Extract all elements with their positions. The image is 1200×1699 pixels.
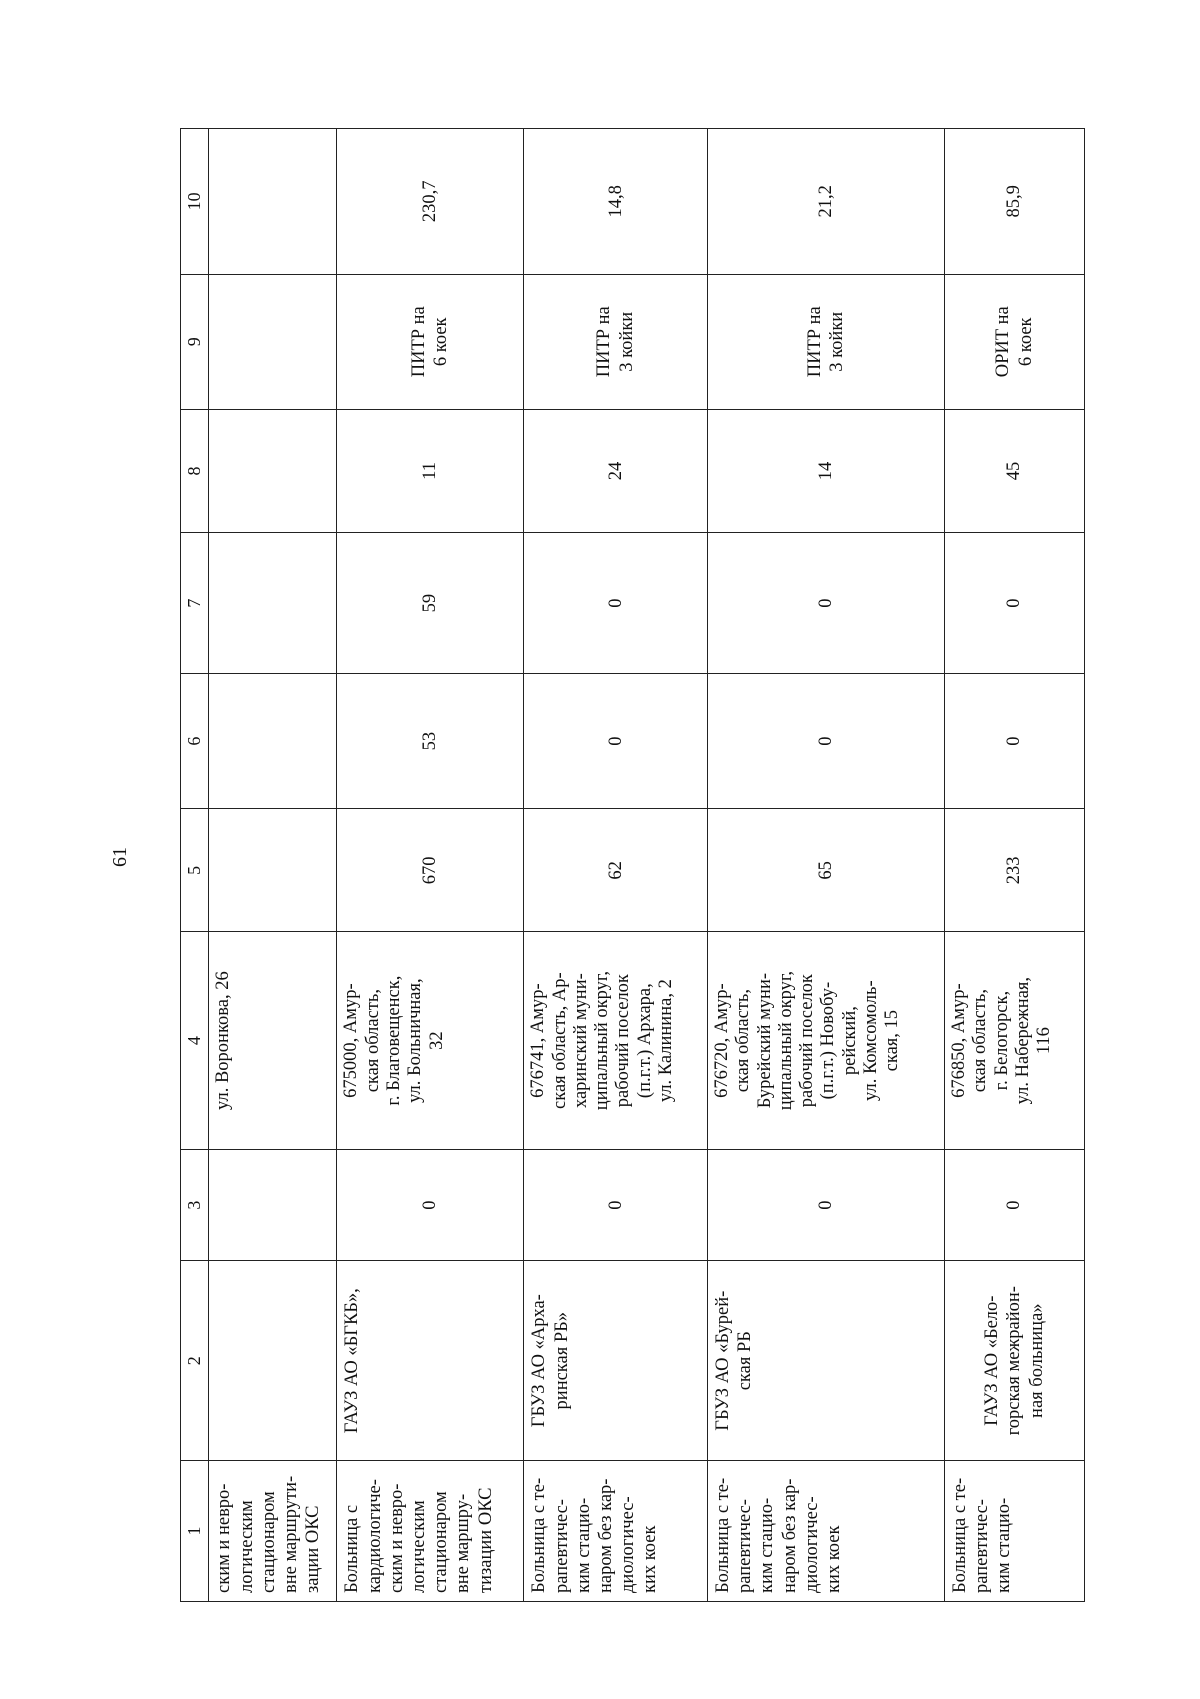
cell-line: зации ОКС bbox=[303, 1505, 324, 1593]
cell-line: наром без кар- bbox=[595, 1478, 616, 1593]
cell-line: ГАУЗ АО «Бело- bbox=[982, 1295, 1003, 1426]
value-cell bbox=[209, 1149, 337, 1261]
value-cell: 0 bbox=[337, 1149, 524, 1261]
hospital-name-cell bbox=[524, 1261, 708, 1461]
cell-line: харинский муни- bbox=[570, 973, 591, 1109]
table-row bbox=[945, 129, 1085, 1602]
cell-line: рапевтичес- bbox=[735, 1499, 756, 1593]
value-cell bbox=[209, 533, 337, 674]
hospital-type-cell bbox=[945, 1461, 1085, 1602]
cell-line: стационаром bbox=[431, 1491, 452, 1593]
cell-line: ПИТР на bbox=[594, 306, 615, 378]
cell-line: 676850, Амур- bbox=[949, 983, 970, 1098]
cell-line: ская, 15 bbox=[882, 1009, 903, 1072]
value-cell: 53 bbox=[337, 674, 524, 809]
cell-line: горская межрайон- bbox=[1004, 1286, 1025, 1436]
cell-line: ГБУЗ АО «Бурей- bbox=[713, 1290, 734, 1431]
value-cell: 24 bbox=[524, 409, 708, 532]
value-cell: 14 bbox=[708, 409, 945, 532]
value-cell: 230,7 bbox=[337, 129, 524, 275]
value-cell bbox=[209, 129, 337, 275]
cell-line: Больница с те- bbox=[950, 1477, 971, 1593]
cell-line: Больница с bbox=[342, 1504, 363, 1593]
cell-line: 3 койки bbox=[827, 311, 848, 372]
address-cell bbox=[708, 932, 945, 1149]
icu-cell bbox=[524, 274, 708, 409]
cell-line: тизации ОКС bbox=[475, 1487, 496, 1593]
value-cell: 11 bbox=[337, 409, 524, 532]
hospital-name-cell bbox=[337, 1261, 524, 1461]
cell-line: ГАУЗ АО «БГКБ», bbox=[342, 1288, 363, 1434]
cell-line: логическим bbox=[236, 1500, 257, 1593]
cell-line: Больница с те- bbox=[713, 1477, 734, 1593]
value-cell: 14,8 bbox=[524, 129, 708, 275]
cell-line: г. Белогорск, bbox=[991, 990, 1012, 1091]
icu-cell bbox=[945, 274, 1085, 409]
cell-line: ципальный округ, bbox=[592, 971, 613, 1111]
value-cell bbox=[209, 409, 337, 532]
page-number: 61 bbox=[109, 847, 131, 867]
cell-line: кардиологиче- bbox=[364, 1479, 385, 1593]
cell-line: рабочий поселок bbox=[613, 974, 634, 1108]
column-number: 4 bbox=[181, 932, 209, 1149]
hospital-table bbox=[180, 128, 1085, 1602]
icu-cell bbox=[337, 274, 524, 409]
address-cell bbox=[945, 932, 1085, 1149]
address-cell bbox=[524, 932, 708, 1149]
cell-line: ких коек bbox=[640, 1525, 661, 1593]
cell-line: 6 коек bbox=[431, 317, 452, 367]
cell-line: ких коек bbox=[823, 1525, 844, 1593]
cell-line: ская область, Ар- bbox=[549, 972, 570, 1109]
cell-line: ул. Больничная, bbox=[405, 978, 426, 1103]
hospital-type-cell bbox=[209, 1461, 337, 1602]
table-row bbox=[209, 129, 337, 1602]
cell-line: (п.г.т.) Новобу- bbox=[818, 981, 839, 1100]
icu-cell bbox=[708, 274, 945, 409]
value-cell: 65 bbox=[708, 809, 945, 932]
cell-line: ул. Калинина, 2 bbox=[655, 979, 676, 1103]
cell-line: ская РБ bbox=[735, 1331, 756, 1391]
column-number: 2 bbox=[181, 1261, 209, 1461]
cell-line: 676741, Амур- bbox=[528, 983, 549, 1098]
cell-line: рабочий поселок bbox=[797, 974, 818, 1108]
cell-line: ПИТР на bbox=[409, 306, 430, 378]
value-cell: 85,9 bbox=[945, 129, 1085, 275]
value-cell: 0 bbox=[945, 1149, 1085, 1261]
value-cell: 0 bbox=[708, 1149, 945, 1261]
cell-line: вне маршру- bbox=[453, 1493, 474, 1593]
value-cell: 59 bbox=[337, 533, 524, 674]
value-cell: 45 bbox=[945, 409, 1085, 532]
value-cell: 670 bbox=[337, 809, 524, 932]
value-cell: 233 bbox=[945, 809, 1085, 932]
cell-line: ПИТР на bbox=[804, 306, 825, 378]
address-cell bbox=[337, 932, 524, 1149]
table-row bbox=[337, 129, 524, 1602]
cell-line: ОРИТ на bbox=[993, 306, 1014, 378]
column-number: 3 bbox=[181, 1149, 209, 1261]
cell-line: ким стацио- bbox=[994, 1497, 1015, 1593]
cell-line: диологичес- bbox=[618, 1496, 639, 1593]
cell-line: ским и невро- bbox=[214, 1483, 235, 1593]
column-number: 10 bbox=[181, 129, 209, 275]
cell-line: ким стацио- bbox=[757, 1497, 778, 1593]
header-row bbox=[181, 129, 209, 1602]
cell-line: рапевтичес- bbox=[551, 1499, 572, 1593]
cell-line: 32 bbox=[426, 1031, 447, 1050]
hospital-type-cell bbox=[524, 1461, 708, 1602]
cell-line: логическим bbox=[409, 1500, 430, 1593]
cell-line: рапевтичес- bbox=[972, 1499, 993, 1593]
cell-line: 116 bbox=[1034, 1027, 1055, 1055]
cell-line: 3 койки bbox=[616, 311, 637, 372]
value-cell: 0 bbox=[524, 533, 708, 674]
icu-cell bbox=[209, 274, 337, 409]
cell-line: Больница с те- bbox=[529, 1477, 550, 1593]
value-cell: 0 bbox=[524, 1149, 708, 1261]
value-cell bbox=[209, 674, 337, 809]
address-cell bbox=[209, 932, 337, 1149]
cell-line: ул. Воронкова, 26 bbox=[213, 971, 234, 1110]
cell-line: ул. Комсомоль- bbox=[860, 980, 881, 1101]
cell-line: ская область, bbox=[970, 989, 991, 1093]
cell-line: стационаром bbox=[258, 1491, 279, 1593]
cell-line: ким стацио- bbox=[573, 1497, 594, 1593]
cell-line: ципальный округ, bbox=[775, 971, 796, 1111]
cell-line: наром без кар- bbox=[779, 1478, 800, 1593]
value-cell: 0 bbox=[945, 533, 1085, 674]
cell-line: рейский, bbox=[839, 1006, 860, 1076]
value-cell: 0 bbox=[945, 674, 1085, 809]
cell-line: (п.г.т.) Архара, bbox=[634, 983, 655, 1099]
cell-line: ринская РБ» bbox=[551, 1311, 572, 1410]
column-number: 9 bbox=[181, 274, 209, 409]
hospital-name-cell bbox=[209, 1261, 337, 1461]
cell-line: ская область, bbox=[733, 989, 754, 1093]
cell-line: 6 коек bbox=[1015, 317, 1036, 367]
table-row bbox=[708, 129, 945, 1602]
value-cell: 0 bbox=[524, 674, 708, 809]
cell-line: ул. Набережная, bbox=[1012, 976, 1033, 1105]
cell-line: Бурейский муни- bbox=[754, 972, 775, 1109]
value-cell: 62 bbox=[524, 809, 708, 932]
value-cell: 0 bbox=[708, 674, 945, 809]
column-number: 7 bbox=[181, 533, 209, 674]
column-number: 8 bbox=[181, 409, 209, 532]
cell-line: диологичес- bbox=[801, 1496, 822, 1593]
hospital-type-cell bbox=[708, 1461, 945, 1602]
rotated-table-container bbox=[180, 128, 1085, 1602]
cell-line: ная больница» bbox=[1026, 1303, 1047, 1418]
cell-line: ГБУЗ АО «Арха- bbox=[529, 1294, 550, 1428]
cell-line: г. Благовещенск, bbox=[384, 975, 404, 1106]
cell-line: вне маршрути- bbox=[280, 1475, 301, 1593]
table-row bbox=[524, 129, 708, 1602]
value-cell bbox=[209, 809, 337, 932]
value-cell: 21,2 bbox=[708, 129, 945, 275]
cell-line: ская область, bbox=[362, 989, 383, 1093]
column-number: 6 bbox=[181, 674, 209, 809]
column-number: 1 bbox=[181, 1461, 209, 1602]
hospital-name-cell bbox=[945, 1261, 1085, 1461]
hospital-name-cell bbox=[708, 1261, 945, 1461]
cell-line: 675000, Амур- bbox=[341, 983, 362, 1098]
cell-line: ским и невро- bbox=[386, 1483, 407, 1593]
hospital-type-cell bbox=[337, 1461, 524, 1602]
value-cell: 0 bbox=[708, 533, 945, 674]
column-number: 5 bbox=[181, 809, 209, 932]
cell-line: 676720, Амур- bbox=[712, 983, 733, 1098]
